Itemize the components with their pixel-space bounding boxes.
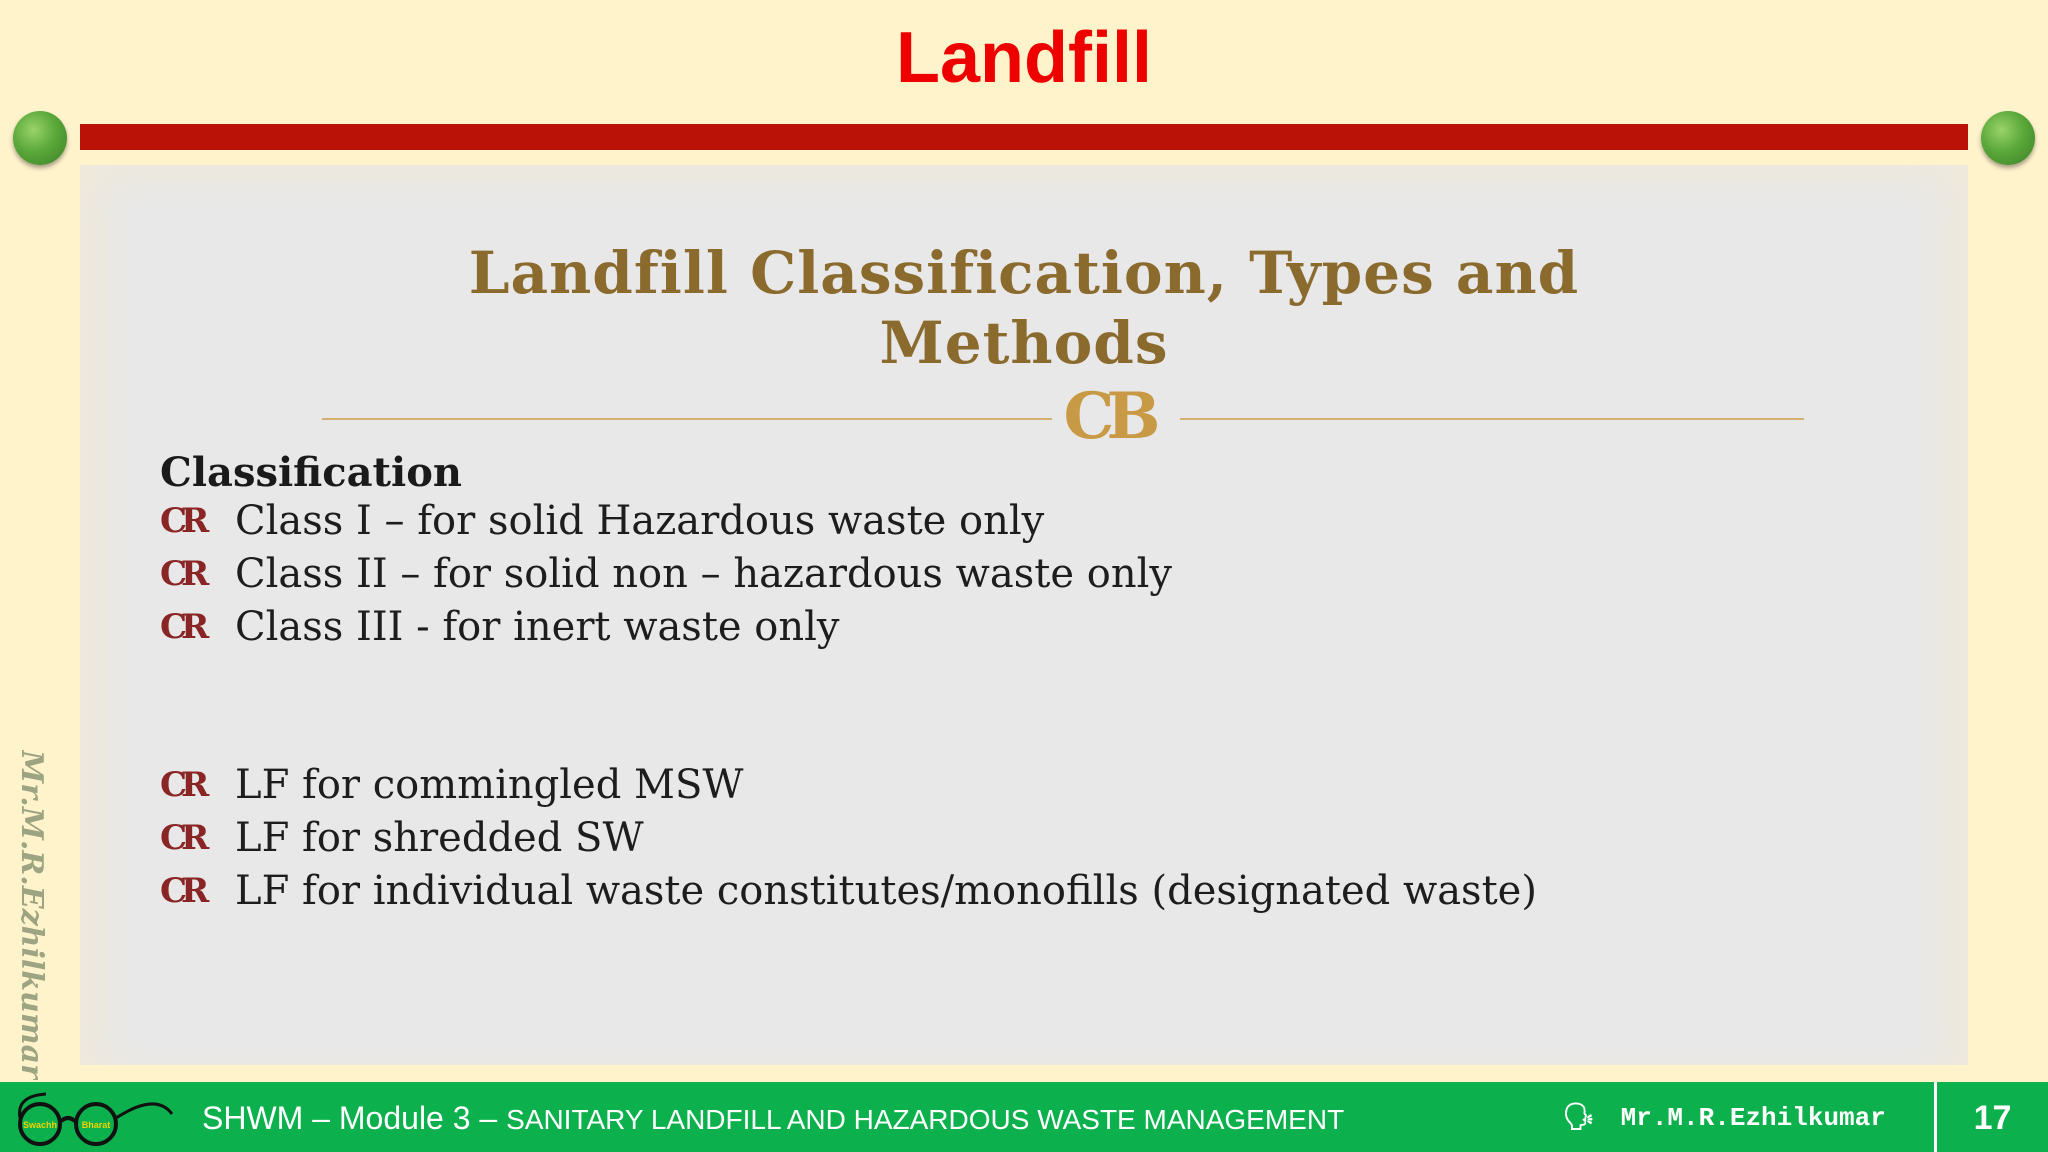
list-item-text: LF for commingled MSW [235, 762, 744, 808]
ornament-line-left [322, 418, 1052, 420]
list-item [160, 499, 1920, 543]
image-title [80, 238, 1968, 378]
green-dot-right [1981, 111, 2035, 165]
bullet-icon: CR [160, 818, 204, 858]
content-image [80, 165, 1968, 1065]
bullet-icon: CR [160, 765, 204, 805]
ornament-line-right [1180, 418, 1804, 420]
author-name: Mr.M.R.Ezhilkumar [1620, 1103, 1886, 1133]
list-item-text: LF for individual waste constitutes/monofills (designated waste) [235, 868, 1537, 914]
logo-right-text: Bharat [81, 1120, 111, 1130]
course-subtitle: SANITARY LANDFILL AND HAZARDOUS WASTE MANAGEMENT [506, 1104, 1345, 1135]
list-item-text: Class III - for inert waste only [235, 604, 840, 650]
section-heading: Classification [160, 449, 462, 496]
list-item-text: Class II – for solid non – hazardous waste only [235, 551, 1172, 597]
footer-bar [0, 1082, 2048, 1152]
watermark-text: Mr.M.R.Ezhilkumar [14, 750, 49, 1080]
bullet-icon: CR [160, 554, 204, 594]
swachh-bharat-logo [6, 1088, 176, 1148]
logo-left-text: Swachh [22, 1120, 58, 1130]
course-title [202, 1099, 1344, 1139]
slide-title: Landfill [896, 18, 1152, 98]
list-item [160, 869, 1920, 913]
bullet-icon: CR [160, 501, 204, 541]
list-item-text: LF for shredded SW [235, 815, 644, 861]
list-item [160, 763, 1920, 807]
green-dot-left [13, 111, 67, 165]
author-watermark [0, 750, 70, 1080]
list-item-text: Class I – for solid Hazardous waste only [235, 498, 1045, 544]
list-item [160, 552, 1920, 596]
page-number: 17 [1973, 1099, 2012, 1137]
speaker-head-icon: 🗣 [1562, 1102, 1596, 1132]
bullet-icon: CR [160, 607, 204, 647]
image-title-text: Landfill Classification, Types and Methods [468, 239, 1580, 377]
title-underline-bar [80, 124, 1968, 150]
list-item [160, 816, 1920, 860]
list-item [160, 605, 1920, 649]
bullet-icon: CR [160, 871, 204, 911]
course-prefix: SHWM – Module 3 – [202, 1100, 498, 1136]
ornament-icon: CB [1063, 379, 1153, 454]
footer-author [1562, 1100, 1886, 1135]
